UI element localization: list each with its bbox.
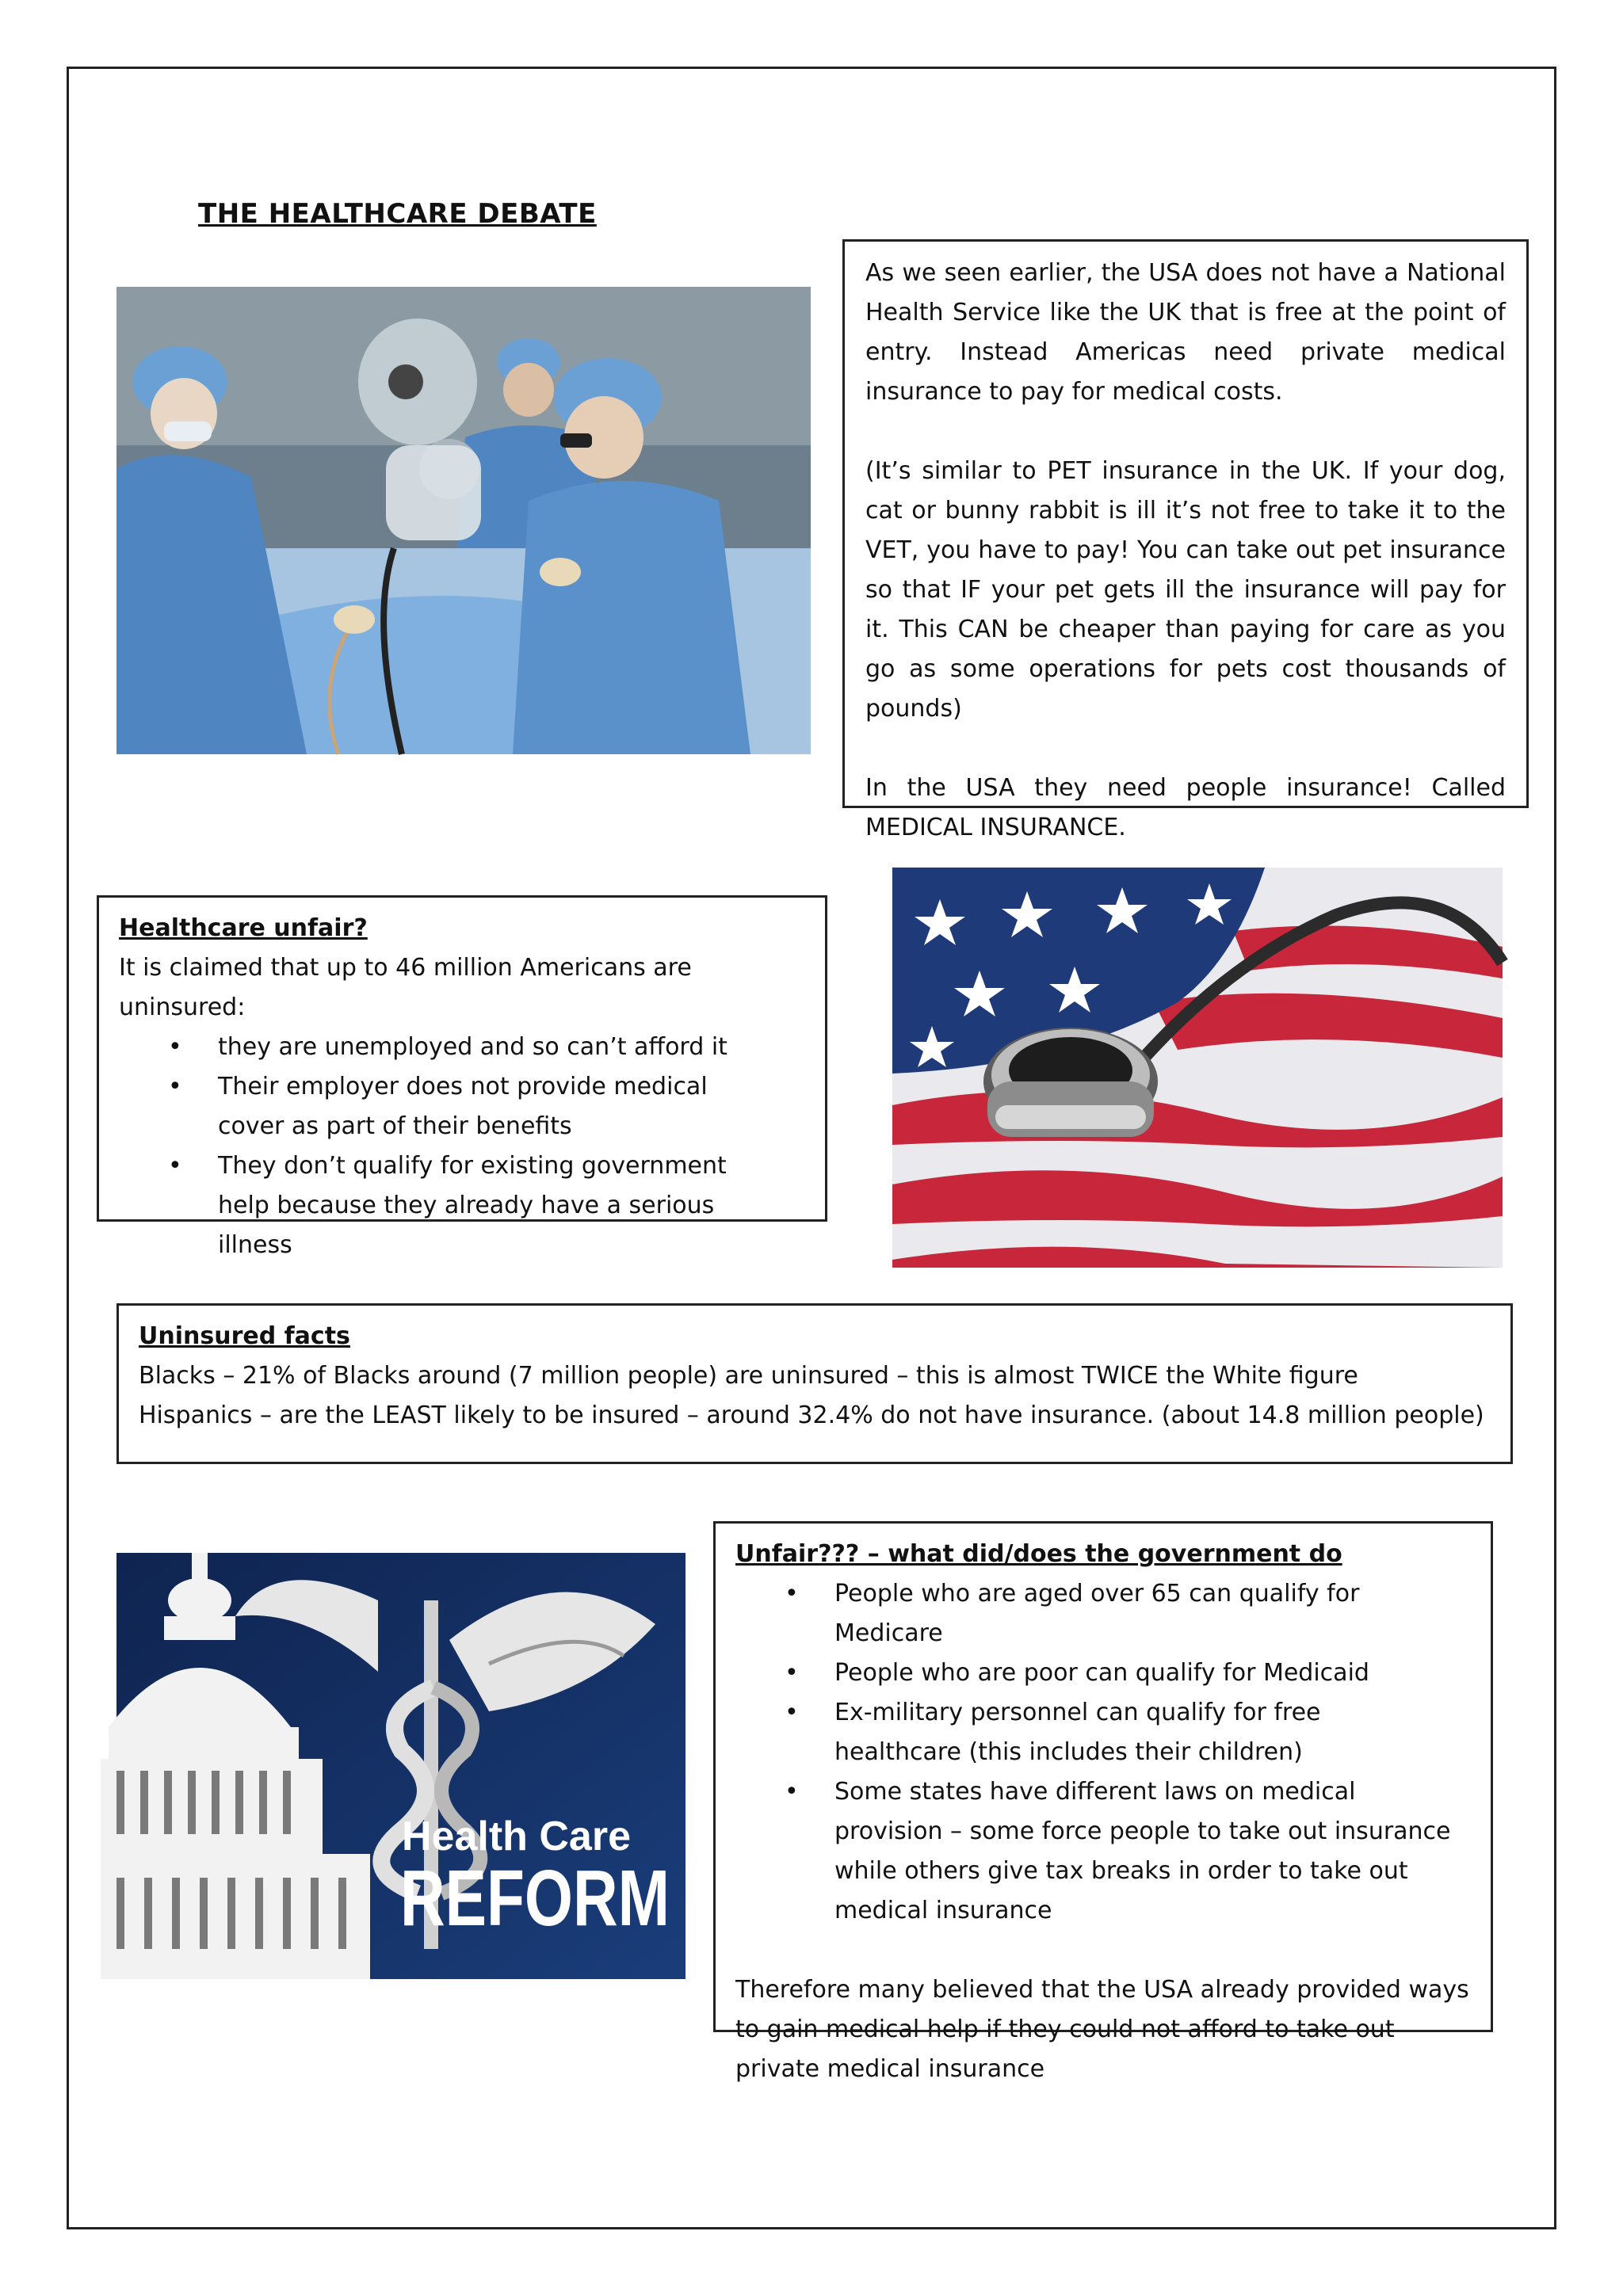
- intro-paragraph-3: In the USA they need people insurance! Called MEDICAL INSURANCE.: [865, 774, 1506, 841]
- surgery-photo: [116, 287, 811, 754]
- unfair-heading: Healthcare unfair?: [119, 914, 368, 942]
- government-conclusion: Therefore many believed that the USA already provided ways to gain medical help if they could not afford to take out private medical insurance: [735, 1976, 1469, 2083]
- flag-stethoscope-illustration: [892, 868, 1503, 1268]
- government-box: [713, 1521, 1493, 2083]
- unfair-bullet-list: [119, 1028, 804, 1265]
- government-bullet: • Ex-military personnel can qualify for free healthcare (this includes their children): [735, 1693, 1470, 1772]
- government-bullet-list: [735, 1574, 1470, 1931]
- flag-stethoscope-photo: [892, 868, 1503, 1268]
- government-bullet: • People who are aged over 65 can qualify for Medicare: [735, 1574, 1470, 1653]
- surgery-illustration: [116, 287, 811, 754]
- government-heading: Unfair??? – what did/does the government do: [735, 1540, 1342, 1568]
- unfair-bullet: • Their employer does not provide medical cover as part of their benefits: [119, 1067, 804, 1146]
- facts-line-hispanics: Hispanics – are the LEAST likely to be insured – around 32.4% do not have insurance. (about 14.8 million people): [139, 1402, 1484, 1429]
- government-bullet: • People who are poor can qualify for Medicaid: [735, 1653, 1470, 1693]
- unfair-bullet: • they are unemployed and so can’t afford it: [119, 1028, 804, 1067]
- health-care-reform-image: [116, 1553, 685, 1979]
- intro-paragraph-1: As we seen earlier, the USA does not have a National Health Service like the UK that is free at the point of entry. Instead Americas need private medical insurance to pay for medical costs.: [865, 259, 1506, 406]
- government-bullet: • Some states have different laws on medical provision – some force people to take out insurance while others give tax breaks in order to take out medical insurance: [735, 1772, 1470, 1931]
- reform-line-2: REFORM: [400, 1854, 670, 1943]
- facts-heading: Uninsured facts: [139, 1322, 350, 1350]
- reform-illustration: [116, 1553, 685, 1979]
- intro-paragraph-2: (It’s similar to PET insurance in the UK. If your dog, cat or bunny rabbit is ill it’s not free to take it to the VET, you have to pay! You can take out pet insurance so that IF your pet gets ill the insurance will pay for it. This CAN be cheaper than paying for care as you go as some operations for pets cost thousands of pounds): [865, 457, 1506, 723]
- reform-line-1: Health Care: [402, 1814, 631, 1859]
- facts-line-blacks: Blacks – 21% of Blacks around (7 million people) are uninsured – this is almost TWICE the White figure: [139, 1362, 1358, 1390]
- healthcare-unfair-box: [97, 895, 827, 1259]
- uninsured-facts-box: [116, 1303, 1513, 1464]
- unfair-lead: It is claimed that up to 46 million Americans are uninsured:: [119, 954, 692, 1021]
- unfair-bullet: • They don’t qualify for existing government help because they already have a serious illness: [119, 1146, 804, 1265]
- intro-box: [842, 239, 1529, 841]
- page-title: THE HEALTHCARE DEBATE: [198, 198, 597, 230]
